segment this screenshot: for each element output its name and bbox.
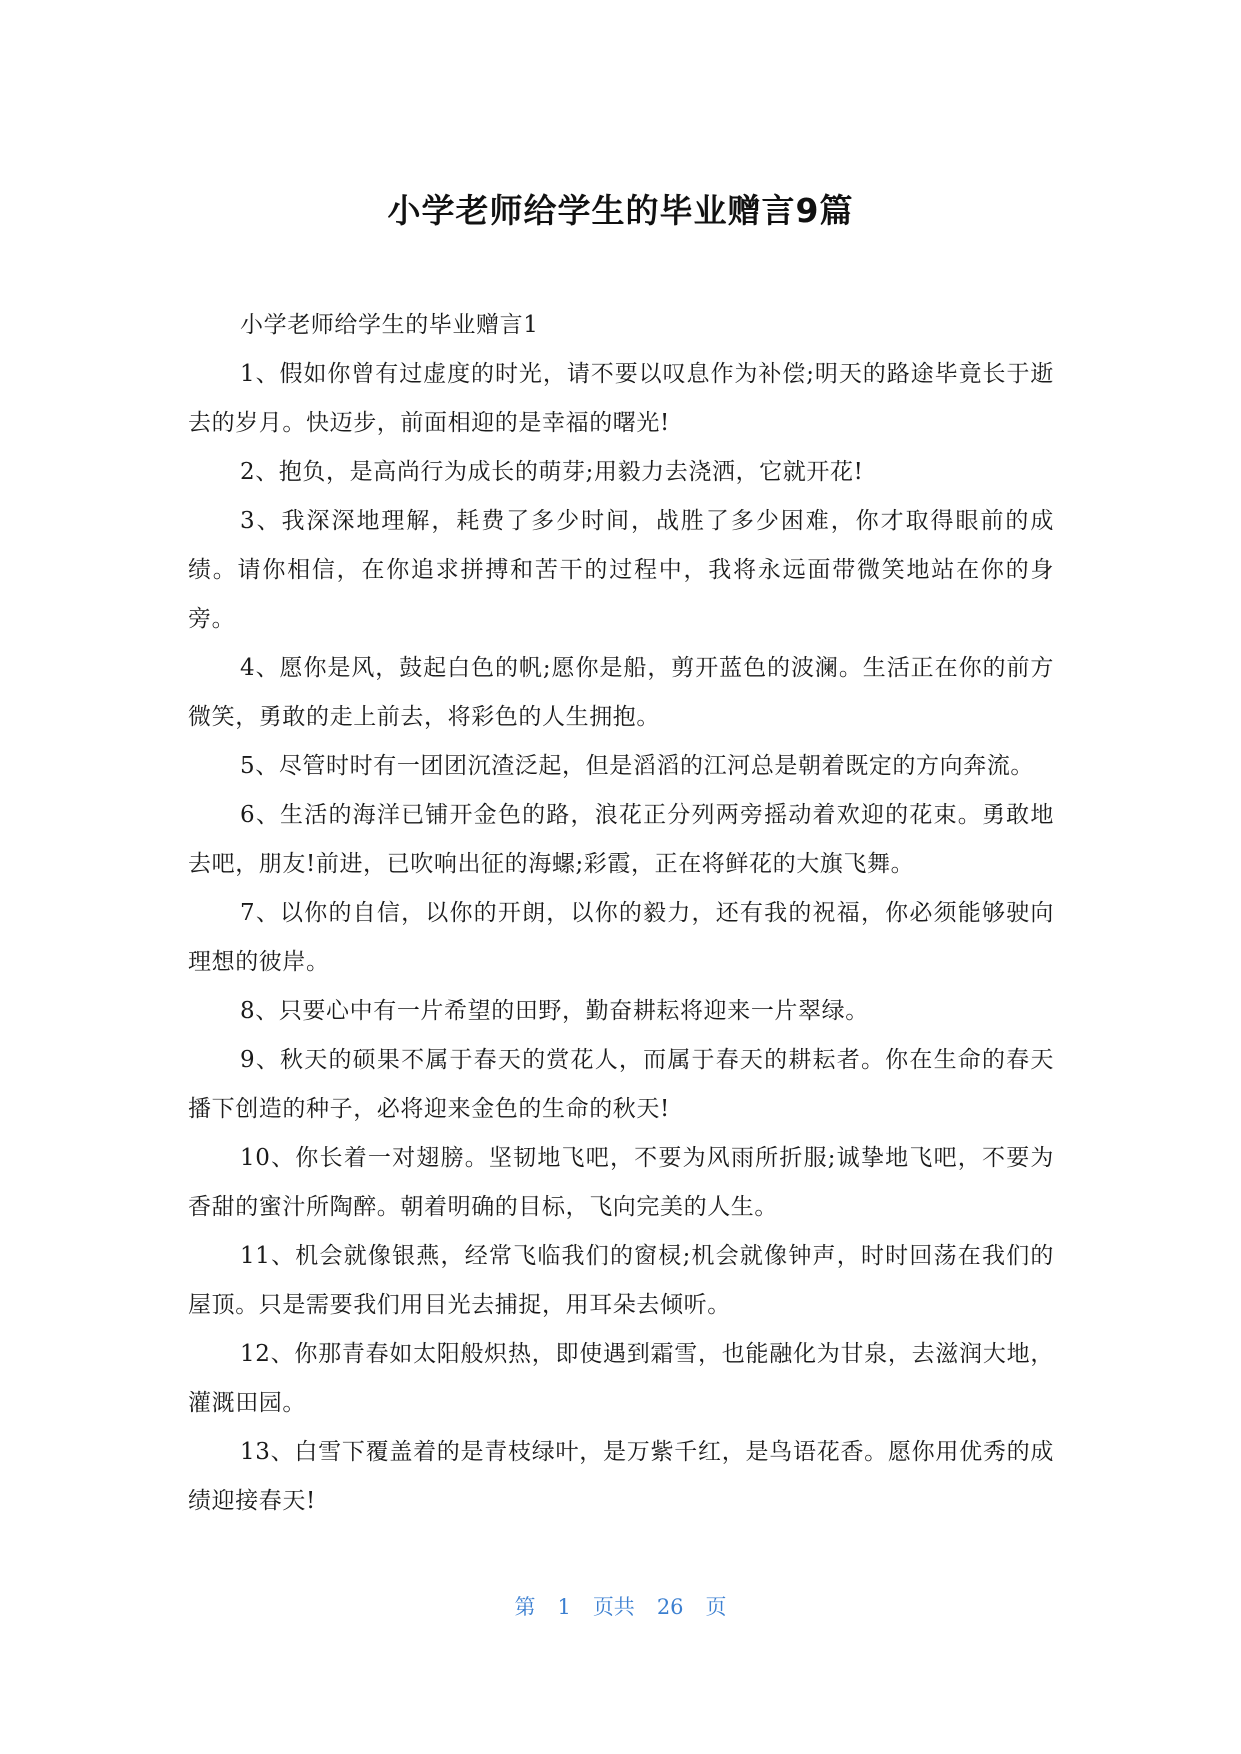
paragraph-5: 5、尽管时时有一团团沉渣泛起，但是滔滔的江河总是朝着既定的方向奔流。 <box>240 753 1035 779</box>
footer-current-page: 1 <box>557 1595 571 1619</box>
page-footer <box>0 1590 1241 1624</box>
paragraph-2: 2、抱负，是高尚行为成长的萌芽;用毅力去浇洒，它就开花! <box>240 459 864 485</box>
paragraph-8: 8、只要心中有一片希望的田野，勤奋耕耘将迎来一片翠绿。 <box>240 998 869 1024</box>
section-heading: 小学老师给学生的毕业赠言1 <box>240 312 539 338</box>
paragraph-13: 13、白雪下覆盖着的是青枝绿叶，是万紫千红，是鸟语花香。愿你用优秀的成绩迎接春天! <box>188 1439 1054 1514</box>
paragraph-3: 3、我深深地理解，耗费了多少时间，战胜了多少困难，你才取得眼前的成绩。请你相信，在你追求拼搏和苦干的过程中，我将永远面带微笑地站在你的身旁。 <box>188 508 1054 632</box>
footer-label-ye-gong: 页共 <box>592 1595 635 1619</box>
paragraph-4: 4、愿你是风，鼓起白色的帆;愿你是船，剪开蓝色的波澜。生活正在你的前方微笑，勇敢的走上前去，将彩色的人生拥抱。 <box>188 655 1054 730</box>
paragraph-1: 1、假如你曾有过虚度的时光，请不要以叹息作为补偿;明天的路途毕竟长于逝去的岁月。快迈步，前面相迎的是幸福的曙光! <box>188 361 1054 436</box>
paragraph-12: 12、你那青春如太阳般炽热，即使遇到霜雪，也能融化为甘泉，去滋润大地，灌溉田园。 <box>188 1341 1054 1416</box>
paragraph-10: 10、你长着一对翅膀。坚韧地飞吧，不要为风雨所折服;诚挚地飞吧，不要为香甜的蜜汁所陶醉。朝着明确的目标，飞向完美的人生。 <box>188 1145 1054 1220</box>
footer-label-ye: 页 <box>705 1595 727 1619</box>
footer-total-pages: 26 <box>656 1595 684 1619</box>
footer-label-di: 第 <box>514 1595 536 1619</box>
document-title: 小学老师给学生的毕业赠言9篇 <box>387 191 854 230</box>
paragraph-6: 6、生活的海洋已铺开金色的路，浪花正分列两旁摇动着欢迎的花束。勇敢地去吧，朋友!前进，已吹响出征的海螺;彩霞，正在将鲜花的大旗飞舞。 <box>188 802 1054 877</box>
document-body <box>188 301 1054 1526</box>
paragraph-11: 11、机会就像银燕，经常飞临我们的窗棂;机会就像钟声，时时回荡在我们的屋顶。只是需要我们用目光去捕捉，用耳朵去倾听。 <box>188 1243 1054 1318</box>
paragraph-9: 9、秋天的硕果不属于春天的赏花人，而属于春天的耕耘者。你在生命的春天播下创造的种子，必将迎来金色的生命的秋天! <box>188 1047 1054 1122</box>
paragraph-7: 7、以你的自信，以你的开朗，以你的毅力，还有我的祝福，你必须能够驶向理想的彼岸。 <box>188 900 1054 975</box>
